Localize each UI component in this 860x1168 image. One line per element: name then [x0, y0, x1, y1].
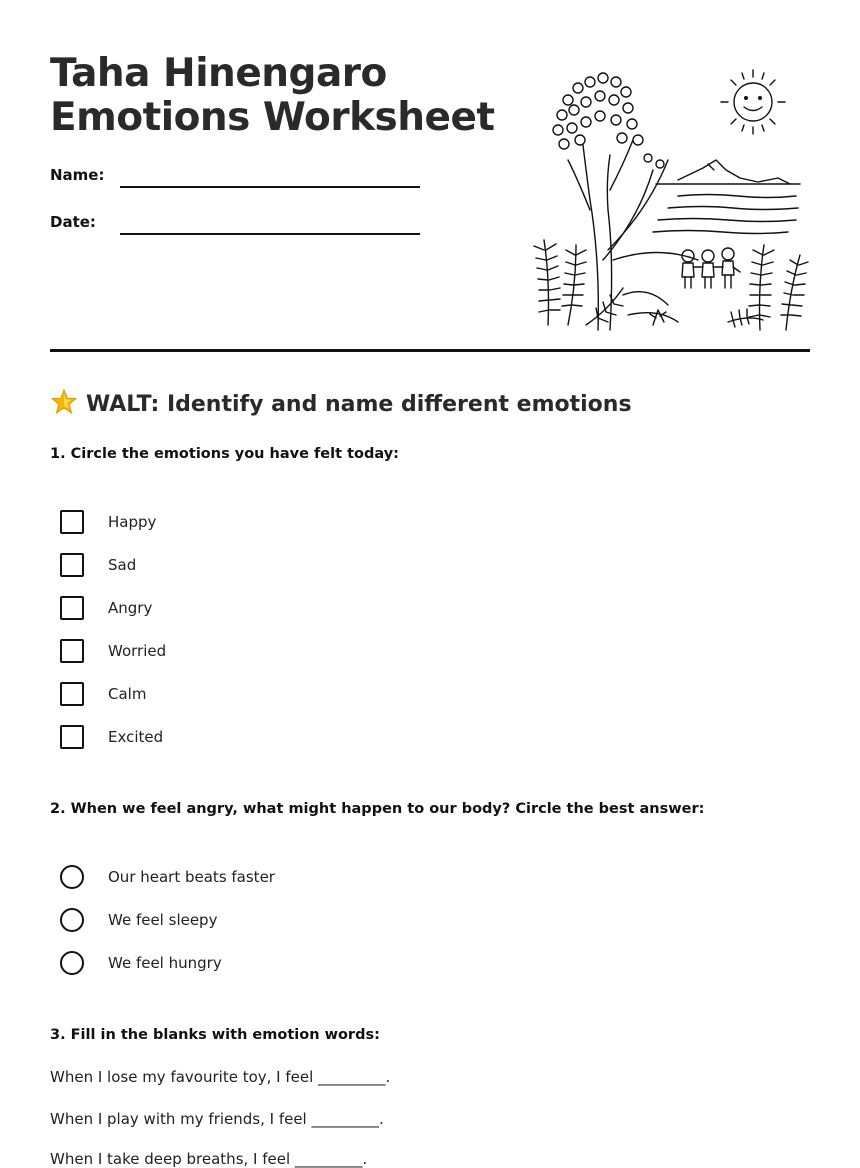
- option-label: Worried: [108, 642, 167, 660]
- checkbox[interactable]: [60, 596, 84, 620]
- radio-button[interactable]: [60, 908, 84, 932]
- checkbox[interactable]: [60, 510, 84, 534]
- walt-text: WALT: Identify and name different emotions: [86, 392, 632, 417]
- fill-blank-sentence-3[interactable]: When I take deep breaths, I feel _________.: [50, 1150, 368, 1168]
- star-icon: [50, 388, 78, 416]
- name-field[interactable]: [120, 186, 420, 188]
- worksheet-page: [50, 0, 810, 1168]
- option-calm[interactable]: [60, 682, 146, 706]
- walt-heading: [50, 388, 632, 417]
- radio-button[interactable]: [60, 951, 84, 975]
- option-feel-sleepy[interactable]: [60, 908, 217, 932]
- landscape-illustration: [528, 60, 810, 332]
- checkbox[interactable]: [60, 725, 84, 749]
- fill-blank-sentence-2[interactable]: When I play with my friends, I feel _________.: [50, 1110, 384, 1128]
- option-worried[interactable]: [60, 639, 166, 663]
- option-label: Angry: [108, 599, 153, 617]
- option-feel-hungry[interactable]: [60, 951, 222, 975]
- date-field[interactable]: [120, 233, 420, 235]
- children-figures: [682, 248, 740, 288]
- section-divider: [50, 349, 810, 352]
- title-line-2: Emotions Worksheet: [50, 95, 495, 140]
- option-label: We feel hungry: [108, 954, 222, 972]
- option-angry[interactable]: [60, 596, 152, 620]
- option-label: We feel sleepy: [108, 911, 218, 929]
- question-3: 3. Fill in the blanks with emotion words:: [50, 1027, 380, 1043]
- sun-icon: [721, 70, 785, 134]
- date-label: Date:: [50, 213, 96, 231]
- checkbox[interactable]: [60, 639, 84, 663]
- name-label: Name:: [50, 166, 105, 184]
- question-2: 2. When we feel angry, what might happen to our body? Circle the best answer:: [50, 801, 705, 817]
- option-label: Our heart beats faster: [108, 868, 275, 886]
- option-label: Calm: [108, 685, 147, 703]
- fill-blank-sentence-1[interactable]: When I lose my favourite toy, I feel _________.: [50, 1068, 391, 1086]
- title-line-1: Taha Hinengaro: [50, 51, 387, 96]
- option-excited[interactable]: [60, 725, 163, 749]
- checkbox[interactable]: [60, 682, 84, 706]
- option-sad[interactable]: [60, 553, 136, 577]
- option-label: Sad: [108, 556, 137, 574]
- option-heart-beats-faster[interactable]: [60, 865, 275, 889]
- option-label: Happy: [108, 513, 157, 531]
- checkbox[interactable]: [60, 553, 84, 577]
- question-1: 1. Circle the emotions you have felt today:: [50, 446, 399, 462]
- radio-button[interactable]: [60, 865, 84, 889]
- option-happy[interactable]: [60, 510, 156, 534]
- option-label: Excited: [108, 728, 164, 746]
- worksheet-title: [50, 52, 495, 140]
